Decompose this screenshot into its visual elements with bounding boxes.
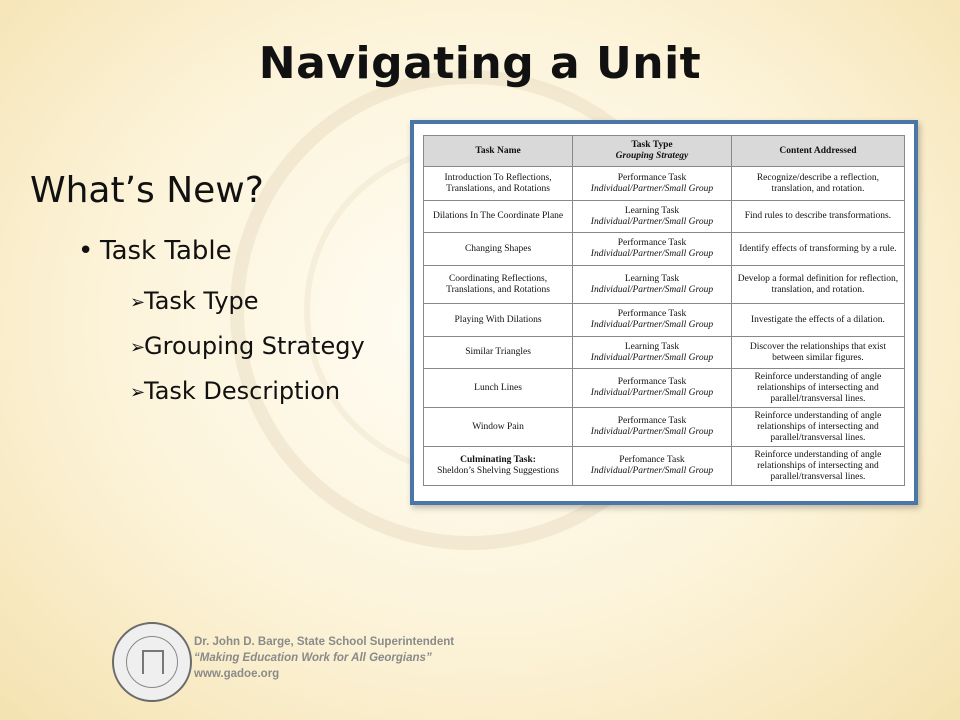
sub-bullet-list bbox=[130, 285, 365, 420]
header-task-type bbox=[573, 136, 732, 167]
cell-content-addressed: Investigate the effects of a dilation. bbox=[731, 304, 904, 337]
table-row bbox=[424, 233, 905, 266]
grouping-strategy: Individual/Partner/Small Group bbox=[590, 352, 714, 363]
task-type: Performance Task bbox=[617, 238, 687, 248]
table-row bbox=[424, 304, 905, 337]
culminating-task-name: Sheldon’s Shelving Suggestions bbox=[437, 466, 560, 476]
task-type: Learning Task bbox=[624, 205, 680, 216]
grouping-strategy: Individual/Partner/Small Group bbox=[590, 388, 714, 398]
arrow-bullet-icon: ➢ bbox=[130, 337, 146, 358]
task-type: Learning Task bbox=[624, 273, 680, 284]
task-type: Performance Task bbox=[617, 416, 687, 426]
task-type: Performance Task bbox=[617, 172, 687, 183]
cell-content-addressed: Identify effects of transforming by a rule. bbox=[731, 233, 904, 266]
cell-task-type bbox=[573, 408, 732, 447]
table-row bbox=[424, 201, 905, 233]
grouping-strategy: Individual/Partner/Small Group bbox=[590, 320, 714, 330]
cell-task-name: Similar Triangles bbox=[424, 337, 573, 369]
sub-bullet-item bbox=[130, 330, 365, 375]
grouping-strategy: Individual/Partner/Small Group bbox=[590, 427, 714, 437]
cell-task-type bbox=[573, 369, 732, 408]
cell-task-type bbox=[573, 201, 732, 233]
table-header-row bbox=[424, 136, 905, 167]
cell-task-type bbox=[573, 337, 732, 369]
bullet-dot-icon: • bbox=[78, 236, 94, 266]
task-type: Performance Task bbox=[617, 309, 687, 319]
arrow-bullet-icon: ➢ bbox=[130, 382, 146, 403]
cell-task-name: Changing Shapes bbox=[424, 233, 573, 266]
cell-task-name: Introduction To Reflections, Translations, and Rotations bbox=[424, 167, 573, 201]
cell-task-name: Dilations In The Coordinate Plane bbox=[424, 201, 573, 233]
grouping-strategy: Individual/Partner/Small Group bbox=[590, 249, 714, 259]
table-row bbox=[424, 167, 905, 201]
header-grouping-strategy: Grouping Strategy bbox=[615, 151, 689, 161]
footer-superintendent: Dr. John D. Barge, State School Superintendent bbox=[194, 636, 455, 648]
table-row bbox=[424, 408, 905, 447]
table-row bbox=[424, 337, 905, 369]
sub-bullet-label: Task Type bbox=[144, 287, 259, 315]
footer-website-link[interactable]: www.gadoe.org bbox=[194, 668, 280, 680]
grouping-strategy: Individual/Partner/Small Group bbox=[590, 216, 714, 227]
cell-task-name bbox=[424, 447, 573, 486]
cell-task-type bbox=[573, 266, 732, 304]
grouping-strategy: Individual/Partner/Small Group bbox=[590, 284, 714, 295]
task-type: Perfomance Task bbox=[619, 455, 685, 465]
sub-bullet-label: Task Description bbox=[144, 377, 341, 405]
cell-content-addressed: Reinforce understanding of angle relationships of intersecting and parallel/transversal lines. bbox=[731, 447, 904, 486]
cell-content-addressed: Reinforce understanding of angle relationships of intersecting and parallel/transversal lines. bbox=[731, 408, 904, 447]
cell-content-addressed: Find rules to describe transformations. bbox=[731, 201, 904, 233]
task-type: Performance Task bbox=[617, 377, 687, 387]
cell-content-addressed: Reinforce understanding of angle relationships of intersecting and parallel/transversal lines. bbox=[731, 369, 904, 408]
cell-task-name: Lunch Lines bbox=[424, 369, 573, 408]
cell-task-name: Window Pain bbox=[424, 408, 573, 447]
culminating-label: Culminating Task: bbox=[460, 455, 536, 465]
header-task-name: Task Name bbox=[424, 136, 573, 167]
seal-arch-icon bbox=[142, 650, 164, 674]
footer-slogan: “Making Education Work for All Georgians” bbox=[194, 652, 432, 664]
sub-bullet-label: Grouping Strategy bbox=[144, 332, 365, 360]
grouping-strategy: Individual/Partner/Small Group bbox=[590, 183, 714, 194]
task-table bbox=[423, 135, 905, 486]
table-row bbox=[424, 266, 905, 304]
sub-bullet-item bbox=[130, 285, 365, 330]
cell-task-name: Coordinating Reflections, Translations, and Rotations bbox=[424, 266, 573, 304]
cell-task-type bbox=[573, 447, 732, 486]
task-table-image bbox=[410, 120, 918, 505]
table-row-culminating bbox=[424, 447, 905, 486]
cell-content-addressed: Develop a formal definition for reflection, translation, and rotation. bbox=[731, 266, 904, 304]
cell-task-name: Playing With Dilations bbox=[424, 304, 573, 337]
grouping-strategy: Individual/Partner/Small Group bbox=[590, 466, 714, 476]
task-type: Learning Task bbox=[624, 341, 680, 352]
department-of-education-seal-icon bbox=[112, 622, 192, 702]
slide-subheading: What’s New? bbox=[30, 170, 264, 211]
bullet-label: Task Table bbox=[100, 236, 232, 266]
slide-title: Navigating a Unit bbox=[258, 38, 702, 89]
cell-task-type bbox=[573, 304, 732, 337]
cell-task-type bbox=[573, 233, 732, 266]
arrow-bullet-icon: ➢ bbox=[130, 292, 146, 313]
header-content-addressed: Content Addressed bbox=[731, 136, 904, 167]
bullet-item bbox=[78, 236, 232, 266]
footer-text bbox=[194, 634, 454, 682]
table-row bbox=[424, 369, 905, 408]
cell-task-type bbox=[573, 167, 732, 201]
cell-content-addressed: Discover the relationships that exist between similar figures. bbox=[731, 337, 904, 369]
header-task-type-label: Task Type bbox=[631, 140, 673, 150]
sub-bullet-item bbox=[130, 375, 365, 420]
cell-content-addressed: Recognize/describe a reflection, translation, and rotation. bbox=[731, 167, 904, 201]
